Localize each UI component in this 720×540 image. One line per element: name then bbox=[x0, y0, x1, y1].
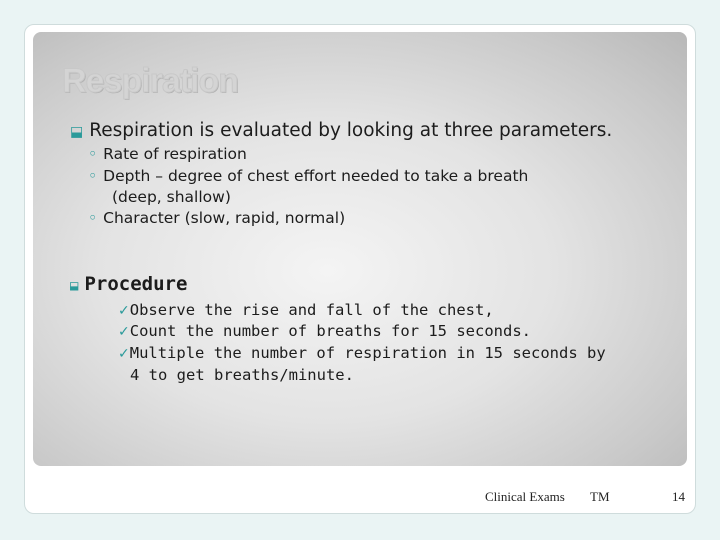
footer-label: Clinical Exams bbox=[485, 489, 565, 504]
bullet-intro-text: Respiration is evaluated by looking at three parameters. bbox=[89, 120, 613, 141]
sub-bullet-text: Rate of respiration bbox=[103, 145, 247, 163]
procedure-step-text: Count the number of breaths for 15 seconds. bbox=[129, 322, 532, 340]
procedure-step-text: Observe the rise and fall of the chest, bbox=[129, 301, 494, 319]
page-number: 14 bbox=[672, 489, 685, 504]
checkmark-icon: ✓ bbox=[118, 346, 130, 362]
procedure-step-2 bbox=[118, 321, 678, 343]
checkmark-icon: ✓ bbox=[118, 303, 130, 319]
ring-bullet-icon: ◦ bbox=[88, 167, 98, 185]
procedure-step-text-cont: 4 to get breaths/minute. bbox=[130, 366, 354, 384]
sub-bullet-character bbox=[88, 208, 648, 229]
bullet-marker-icon: ⬓ bbox=[70, 278, 79, 294]
bullet-intro bbox=[70, 120, 612, 141]
procedure-step-text: Multiple the number of respiration in 15 seconds by bbox=[129, 344, 606, 362]
ring-bullet-icon: ◦ bbox=[88, 145, 98, 163]
procedure-step-1 bbox=[118, 300, 678, 322]
slide-title: Respiration bbox=[62, 62, 239, 100]
sub-bullet-text-cont: (deep, shallow) bbox=[112, 188, 231, 206]
ring-bullet-icon: ◦ bbox=[88, 209, 98, 227]
procedure-step-3 bbox=[118, 343, 678, 386]
sub-bullet-text: Depth – degree of chest effort needed to take a breath bbox=[103, 167, 529, 185]
bullet-procedure bbox=[70, 273, 187, 295]
sub-bullet-depth bbox=[88, 166, 648, 208]
bullet-marker-icon: ⬓ bbox=[70, 124, 84, 140]
sub-bullet-text: Character (slow, rapid, normal) bbox=[103, 209, 346, 227]
sub-bullet-rate bbox=[88, 144, 648, 165]
footer-tm: TM bbox=[590, 489, 610, 504]
procedure-heading: Procedure bbox=[84, 273, 188, 295]
checkmark-icon: ✓ bbox=[118, 324, 130, 340]
